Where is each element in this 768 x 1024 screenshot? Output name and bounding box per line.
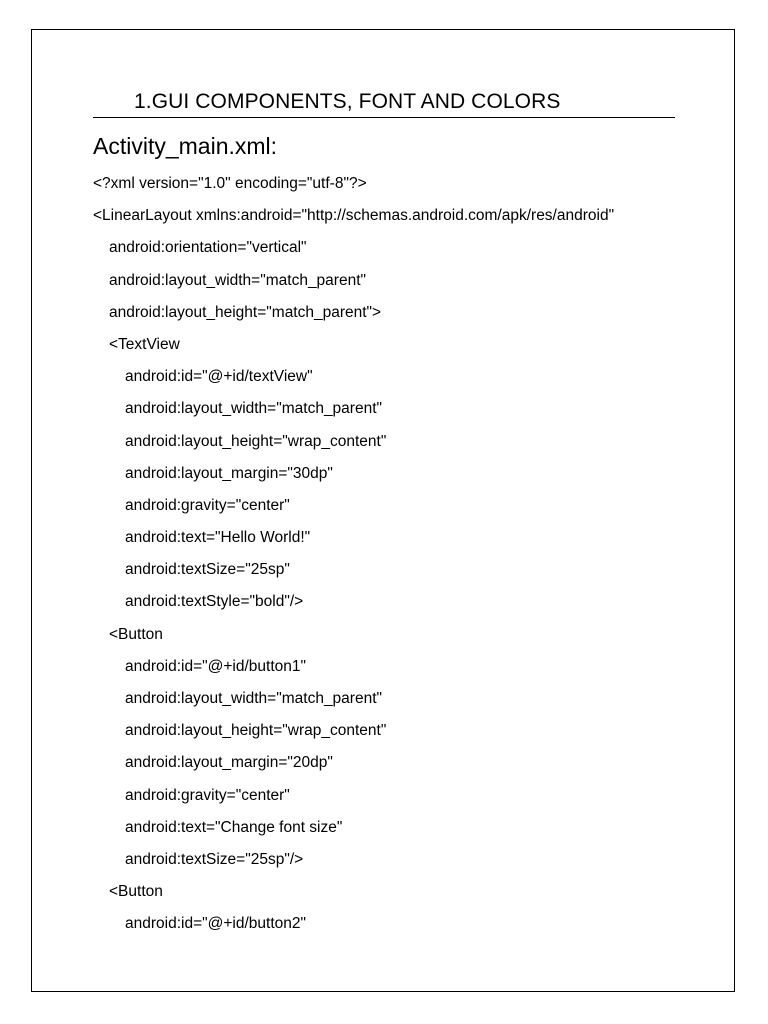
- code-line: android:layout_height="wrap_content": [125, 432, 387, 450]
- code-line: <Button: [109, 625, 163, 643]
- code-line: android:textStyle="bold"/>: [125, 593, 304, 611]
- code-line: android:text="Hello World!": [125, 529, 311, 547]
- code-line: android:id="@+id/button2": [125, 915, 307, 933]
- code-line: android:layout_margin="20dp": [125, 754, 333, 772]
- code-line: android:gravity="center": [125, 496, 290, 514]
- code-line: android:id="@+id/textView": [125, 368, 313, 386]
- code-line: android:layout_margin="30dp": [125, 464, 333, 482]
- file-title: Activity_main.xml:: [93, 133, 278, 159]
- code-line: android:orientation="vertical": [109, 239, 307, 257]
- code-line: android:textSize="25sp": [125, 561, 290, 579]
- code-line: android:layout_width="match_parent": [125, 690, 383, 707]
- section-heading: 1.GUI COMPONENTS, FONT AND COLORS: [134, 90, 561, 113]
- code-listing: [93, 172, 713, 945]
- code-line: <?xml version="1.0" encoding="utf-8"?>: [93, 175, 367, 192]
- code-line: <TextView: [109, 335, 180, 353]
- code-line: android:gravity="center": [125, 786, 290, 804]
- code-line: android:textSize="25sp"/>: [125, 850, 304, 868]
- heading-underline: [93, 117, 675, 118]
- code-line: android:text="Change font size": [125, 818, 343, 836]
- code-line: android:layout_height="wrap_content": [125, 722, 387, 740]
- code-line: <Button: [109, 883, 163, 901]
- code-line: android:layout_width="match_parent": [109, 271, 367, 289]
- code-line: <LinearLayout xmlns:android="http://schemas.android.com/apk/res/android": [93, 207, 615, 225]
- code-line: android:layout_width="match_parent": [125, 400, 383, 418]
- code-line: android:layout_height="match_parent">: [109, 303, 382, 321]
- code-line: android:id="@+id/button1": [125, 657, 307, 675]
